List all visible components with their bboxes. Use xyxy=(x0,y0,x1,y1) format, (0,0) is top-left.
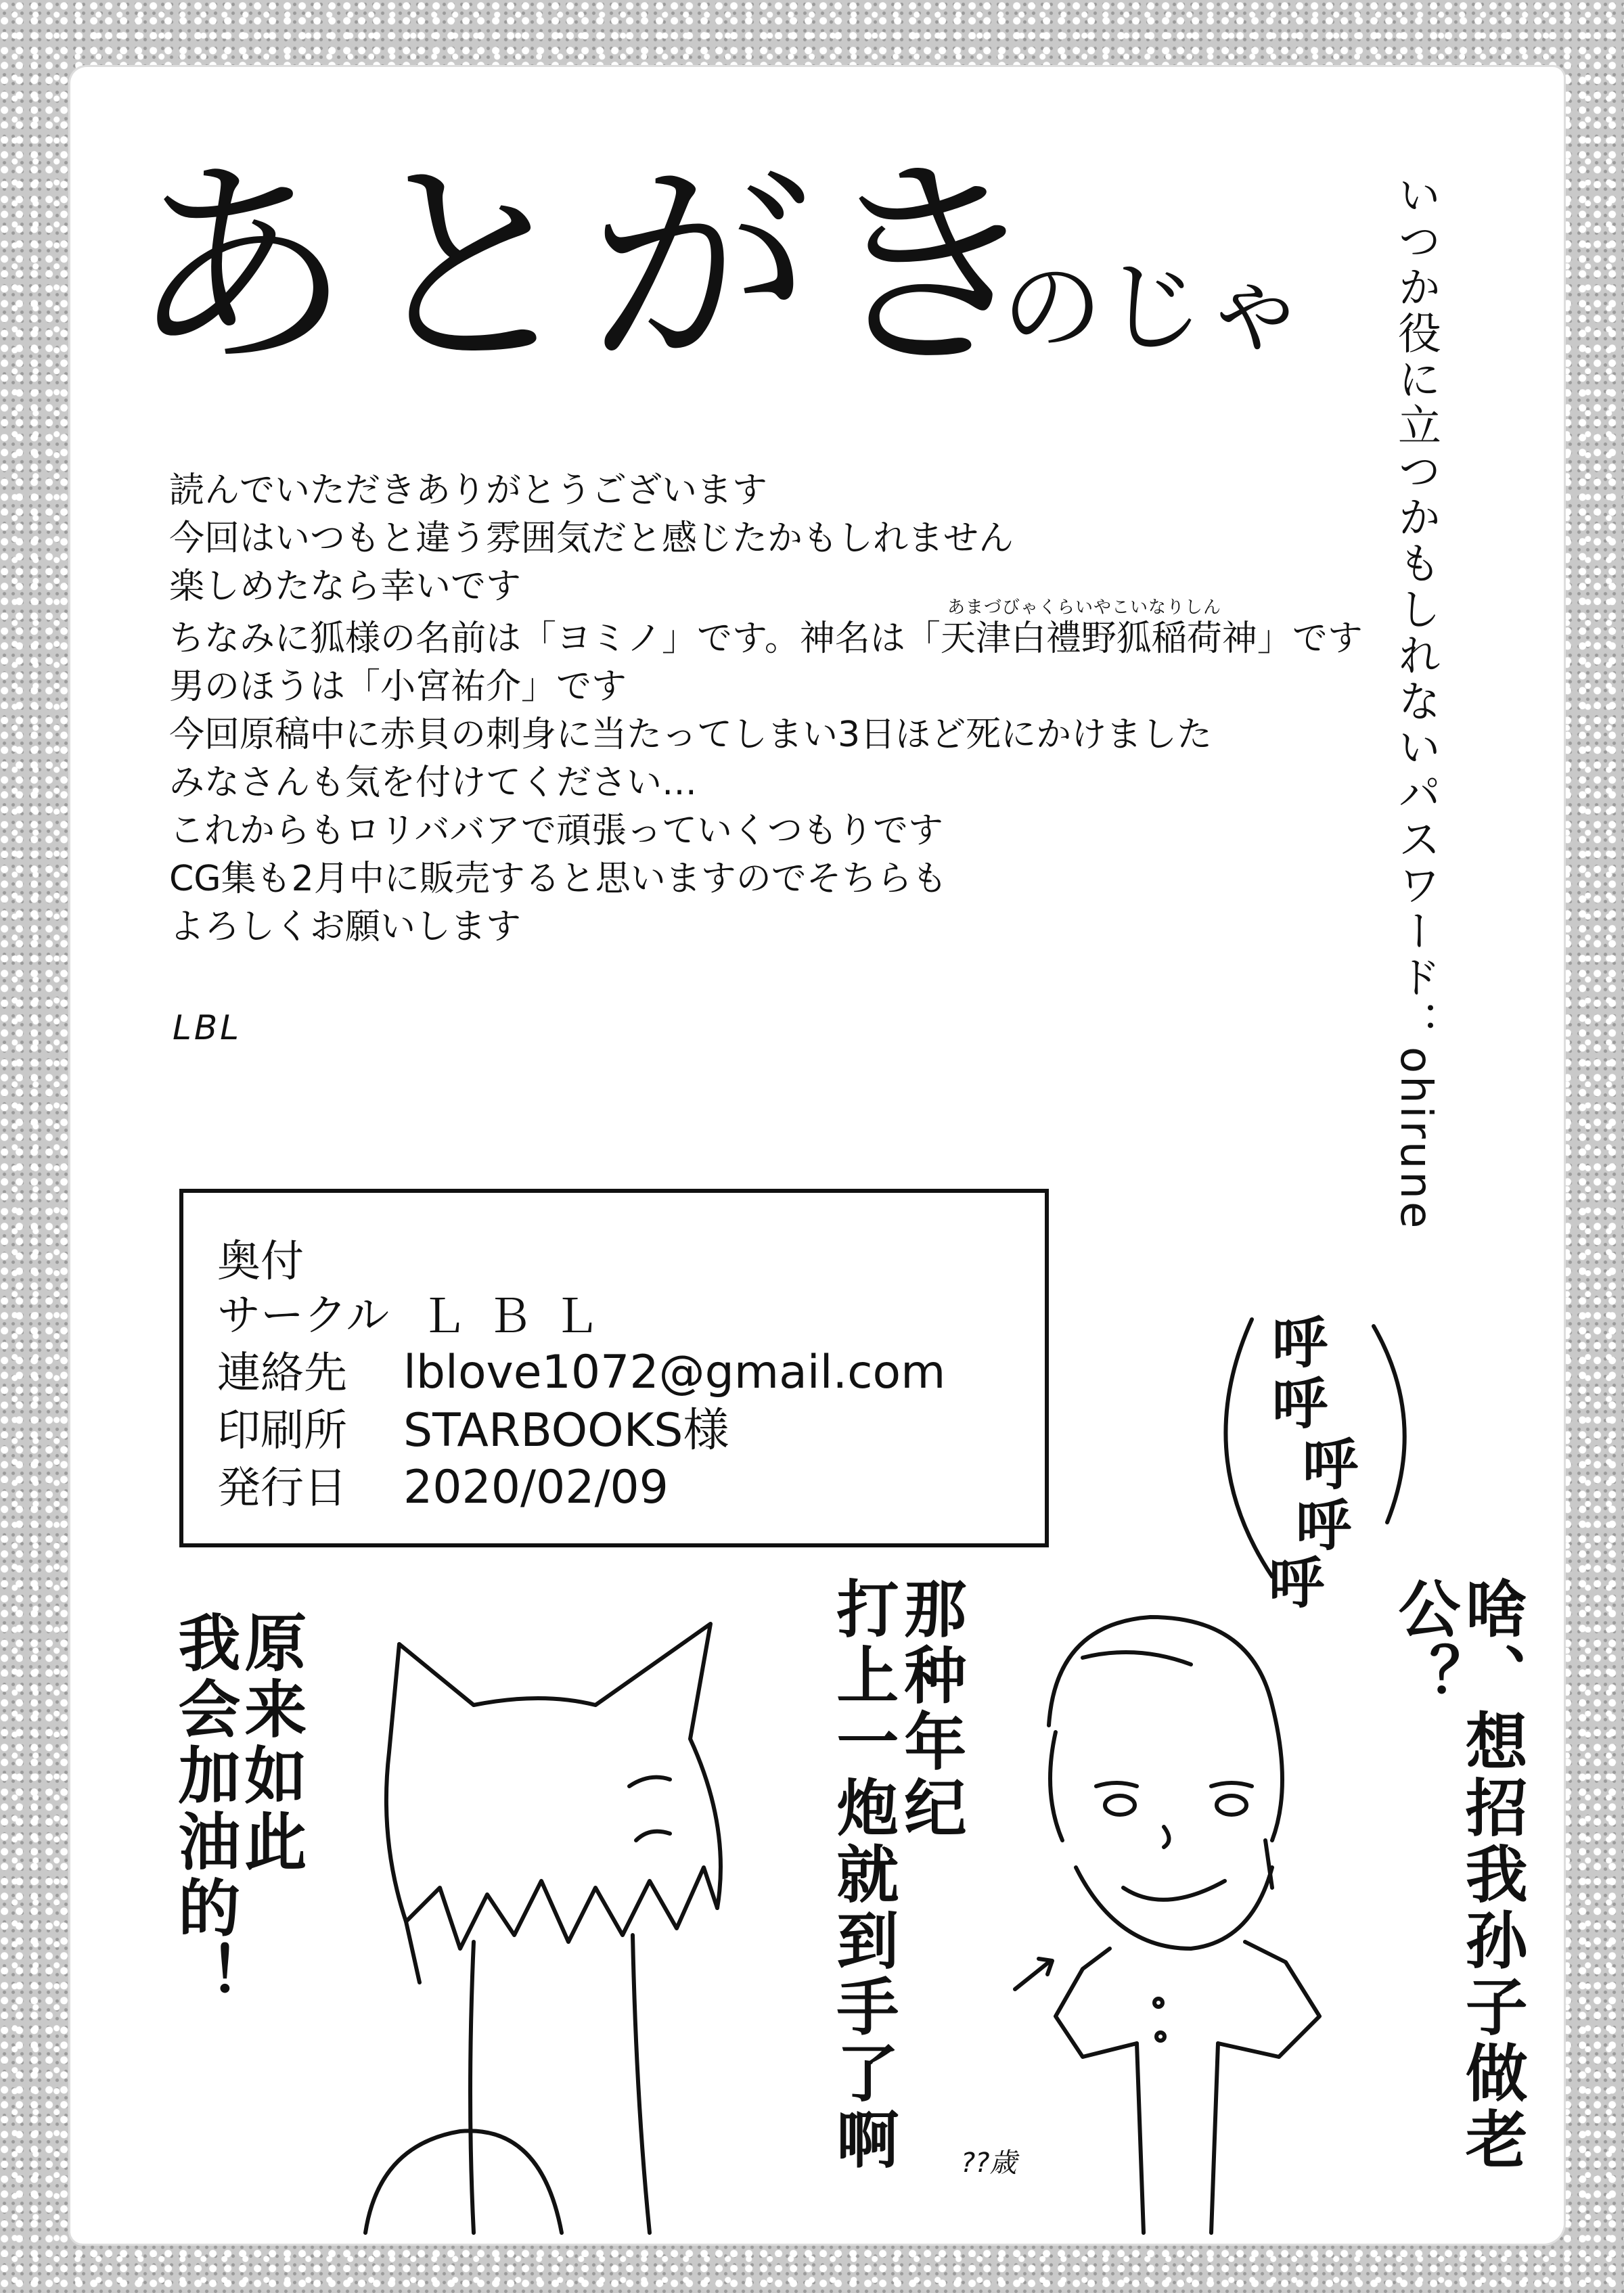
sfx-char: 呼 xyxy=(1272,1372,1328,1436)
bubble-arc-right xyxy=(1374,1326,1405,1522)
furigana: あまづびゃくらいやこいなりしん xyxy=(947,597,1222,618)
colophon-label: 印刷所 xyxy=(217,1406,347,1456)
speech-mid-col1: 那种年纪 xyxy=(894,1576,967,1842)
speech-left-col2: 我会加油的！ xyxy=(168,1610,241,2008)
afterword-line: 今回原稿中に赤貝の刺身に当たってしまい3日ほど死にかけました xyxy=(169,714,1213,755)
password-label: いつか役に立つかもしれないパスワード： xyxy=(1391,173,1441,1047)
old-woman-figure xyxy=(1015,1617,1320,2233)
sfx-char: 呼 xyxy=(1272,1311,1328,1376)
fox-girl-figure xyxy=(365,1624,721,2233)
afterword-line: これからもロリババアで頑張っていくつもりです xyxy=(169,811,944,851)
colophon-value: 2020/02/09 xyxy=(403,1461,669,1514)
colophon-value: lblove1072@gmail.com xyxy=(403,1346,946,1399)
page-title-suffix: のじゃ xyxy=(1001,249,1307,367)
afterword-line: 男のほうは「小宮祐介」です xyxy=(169,666,627,707)
colophon-label: 連絡先 xyxy=(217,1348,347,1399)
page-title: あとがき xyxy=(129,137,1049,397)
afterword-line: みなさんも気を付けてください… xyxy=(169,763,698,803)
afterword-line: よろしくお願いします xyxy=(169,907,522,947)
bubble-arc-left xyxy=(1225,1319,1272,1576)
colophon-label: サークル xyxy=(217,1291,390,1341)
signature: LBL xyxy=(173,1008,242,1047)
sfx-char: 呼 xyxy=(1269,1551,1325,1616)
password-value: ohirune xyxy=(1391,1047,1441,1231)
colophon-value: STARBOOKS様 xyxy=(403,1404,729,1457)
afterword-line: CG集も2月中に販売すると思いますのでそちらも xyxy=(169,859,947,899)
afterword-line: 今回はいつもと違う雰囲気だと感じたかもしれません xyxy=(169,518,1014,559)
colophon-label: 発行日 xyxy=(217,1463,347,1514)
age-note: ??歳 xyxy=(961,2148,1017,2179)
afterword-line: 楽しめたなら幸いです xyxy=(169,566,522,607)
afterword-line: 読んでいただきありがとうございます xyxy=(169,470,768,511)
afterword-line: ちなみに狐様の名前は「ヨミノ」です。神名は「天津白禮野狐稲荷神」です xyxy=(169,618,1363,659)
speech-mid-col2: 打上一炮就到手了啊 xyxy=(826,1576,899,2173)
colophon-value: ＬＢＬ xyxy=(420,1290,620,1344)
colophon-heading: 奥付 xyxy=(217,1237,304,1287)
sfx-char: 呼 xyxy=(1296,1494,1352,1558)
speech-right: 啥、想招我孙子做老公？ xyxy=(1388,1576,1528,2173)
sfx-char: 呼 xyxy=(1303,1433,1359,1497)
speech-left-col1: 原来如此 xyxy=(234,1610,307,1876)
